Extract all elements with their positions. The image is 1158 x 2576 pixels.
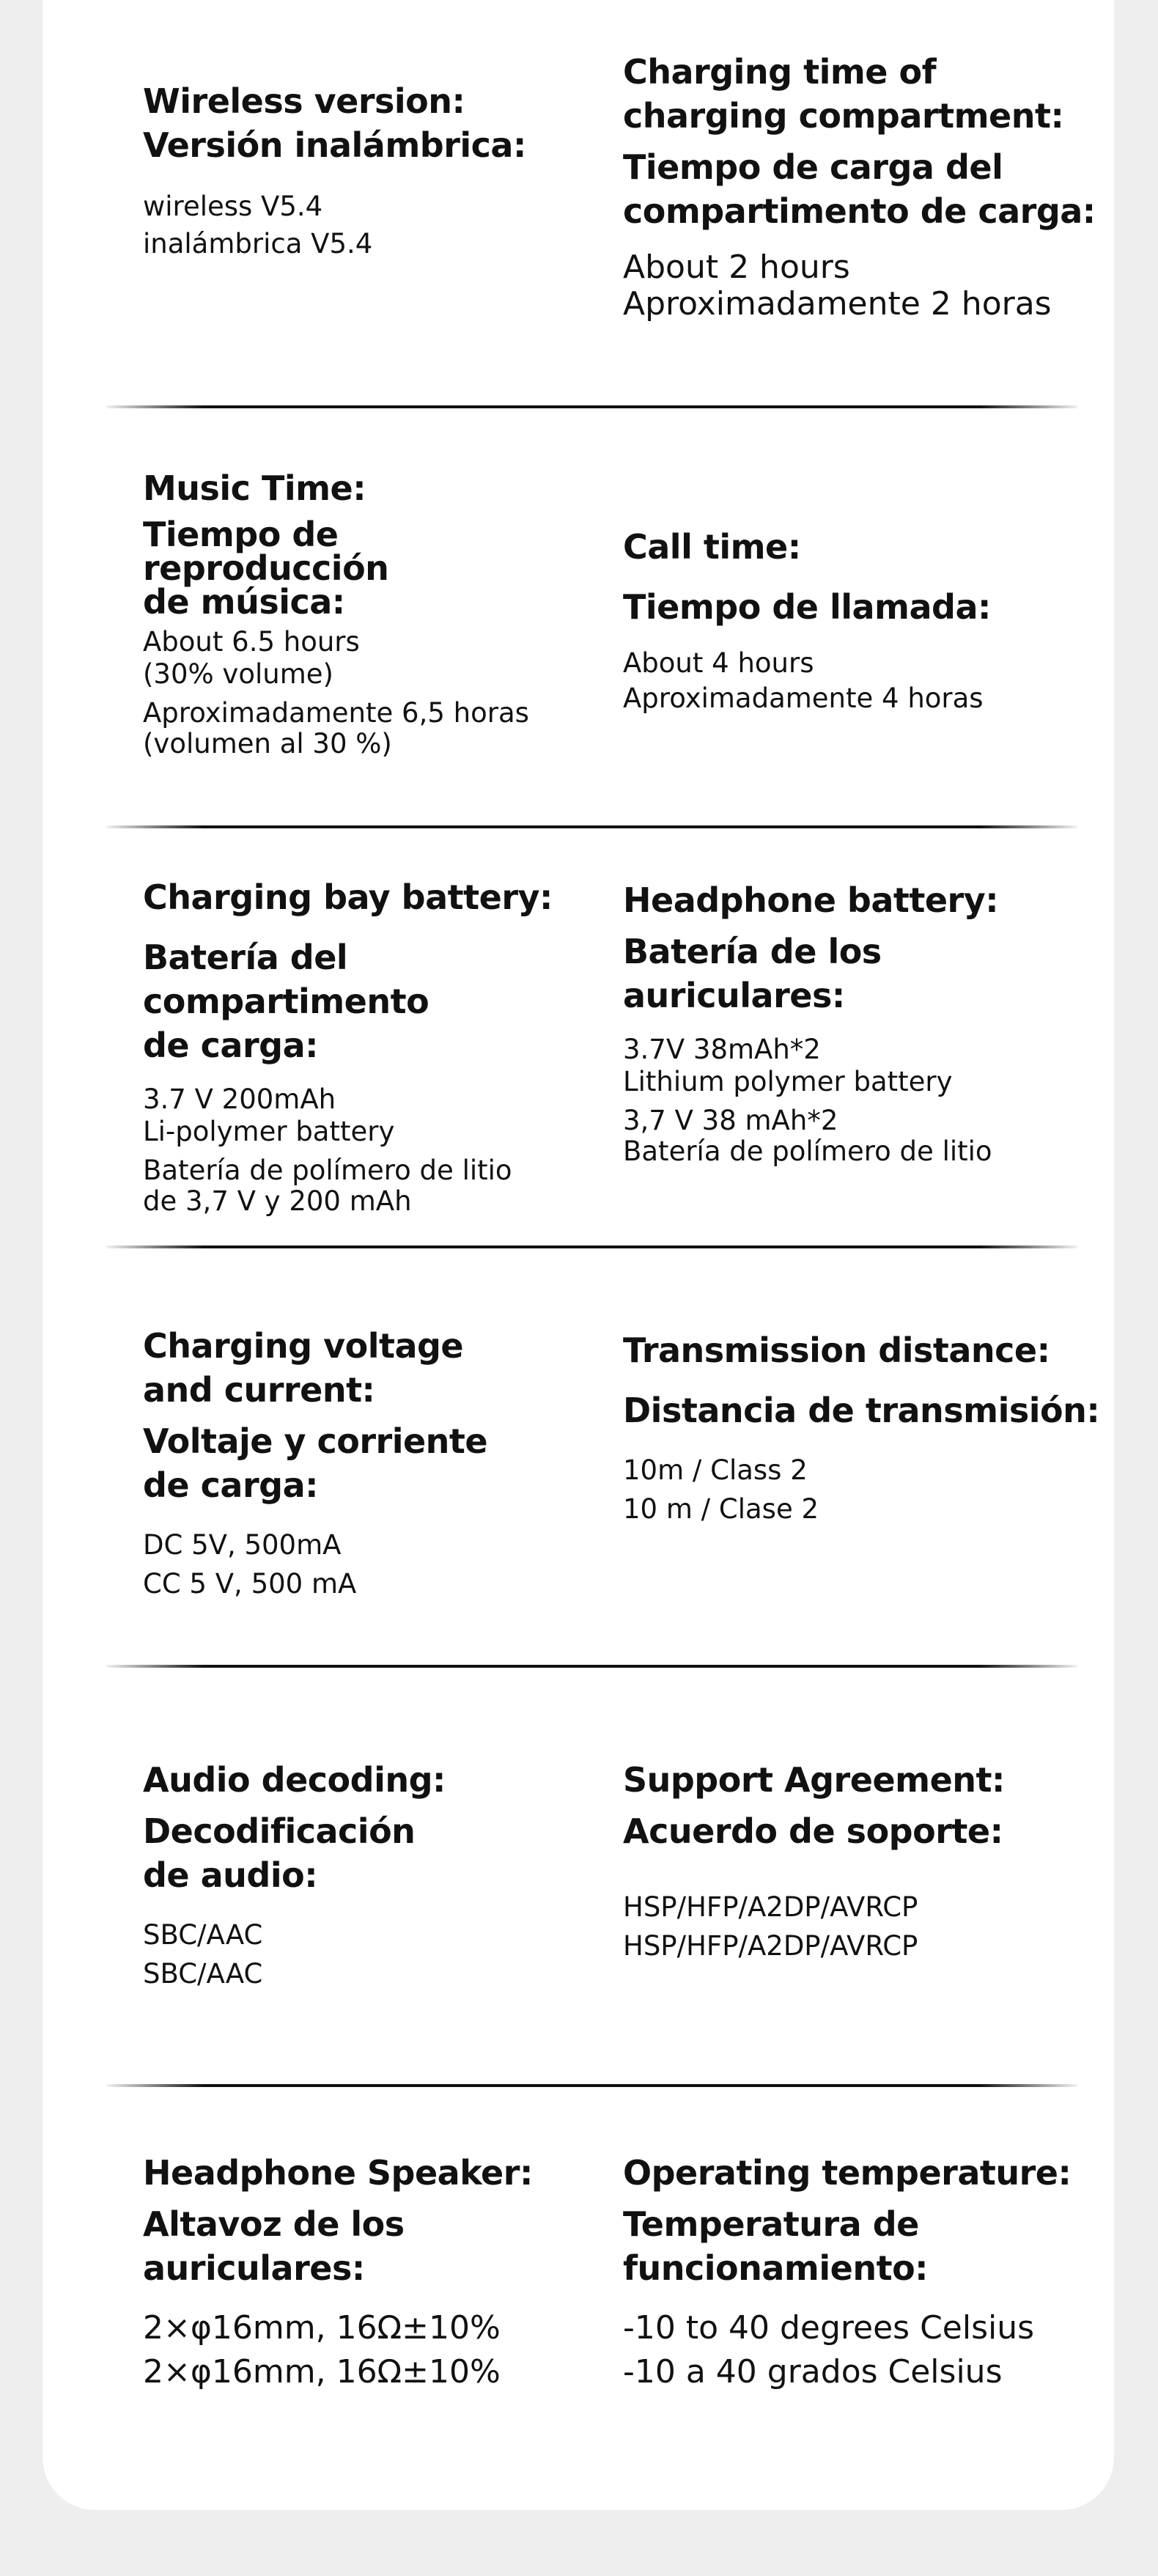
specs-card bbox=[43, 0, 1114, 2510]
row-divider bbox=[106, 2084, 1077, 2087]
spec-value-en: About 2 hours bbox=[623, 249, 850, 286]
spec-value-es: Batería de polímero de litio de 3,7 V y 200 mAh bbox=[143, 1155, 512, 1217]
spec-label-es: Acuerdo de soporte: bbox=[623, 1811, 1003, 1851]
spec-label-en: Headphone battery: bbox=[623, 880, 999, 920]
spec-value-en: About 4 hours bbox=[623, 647, 814, 679]
spec-label-en: Wireless version: bbox=[143, 81, 465, 121]
spec-value-en: HSP/HFP/A2DP/AVRCP bbox=[623, 1891, 918, 1923]
spec-label-en: Transmission distance: bbox=[623, 1331, 1050, 1370]
spec-value-es: Aproximadamente 2 horas bbox=[623, 285, 1052, 323]
spec-label-es: Distancia de transmisión: bbox=[623, 1391, 1100, 1430]
spec-value-es: 2×φ16mm, 16Ω±10% bbox=[143, 2353, 501, 2391]
spec-headphone-speaker bbox=[143, 2151, 575, 2394]
spec-label-es: Tiempo de llamada: bbox=[623, 587, 991, 627]
spec-wireless-version bbox=[143, 79, 575, 262]
spec-label-es: Voltaje y corriente de carga: bbox=[143, 1421, 488, 1505]
spec-label-es: Tiempo de reproducción de música: bbox=[143, 515, 389, 622]
spec-value-es: -10 a 40 grados Celsius bbox=[623, 2353, 1003, 2391]
spec-value-en: 2×φ16mm, 16Ω±10% bbox=[143, 2309, 501, 2347]
spec-headphone-battery bbox=[623, 878, 1129, 1167]
spec-label-en: Charging time of charging compartment: bbox=[623, 52, 1064, 136]
spec-label-es: Versión inalámbrica: bbox=[143, 125, 526, 165]
spec-value-es: Aproximadamente 6,5 horas (volumen al 30 %) bbox=[143, 697, 529, 759]
spec-audio-decoding bbox=[143, 1758, 575, 1991]
spec-value-es: Aproximadamente 4 horas bbox=[623, 682, 984, 714]
spec-label-en: Support Agreement: bbox=[623, 1760, 1005, 1800]
spec-value-es: SBC/AAC bbox=[143, 1958, 263, 1990]
spec-operating-temperature bbox=[623, 2151, 1129, 2394]
spec-label-en: Call time: bbox=[623, 527, 801, 567]
spec-value-en: 3.7 V 200mAh Li-polymer battery bbox=[143, 1083, 395, 1147]
spec-value-es: CC 5 V, 500 mA bbox=[143, 1568, 357, 1600]
spec-label-en: Headphone Speaker: bbox=[143, 2153, 533, 2193]
row-divider bbox=[106, 825, 1077, 828]
spec-value-es: HSP/HFP/A2DP/AVRCP bbox=[623, 1930, 918, 1962]
spec-label-es: Altavoz de los auriculares: bbox=[143, 2204, 405, 2288]
spec-value-es: 3,7 V 38 mAh*2 Batería de polímero de litio bbox=[623, 1105, 992, 1167]
spec-value-en: 10m / Class 2 bbox=[623, 1454, 808, 1486]
spec-label-en: Charging voltage and current: bbox=[143, 1326, 464, 1410]
row-divider bbox=[106, 1665, 1077, 1668]
spec-charging-bay-battery bbox=[143, 875, 575, 1217]
row-divider bbox=[106, 1245, 1077, 1248]
spec-value-en: DC 5V, 500mA bbox=[143, 1529, 342, 1561]
spec-value-es: inalámbrica V5.4 bbox=[143, 228, 373, 260]
spec-label-es: Decodificación de audio: bbox=[143, 1811, 416, 1895]
spec-label-es: Temperatura de funcionamiento: bbox=[623, 2204, 929, 2288]
spec-value-en: 3.7V 38mAh*2 Lithium polymer battery bbox=[623, 1034, 953, 1097]
spec-label-es: Batería de los auriculares: bbox=[623, 932, 882, 1015]
spec-label-es: Tiempo de carga del compartimento de carga: bbox=[623, 147, 1096, 231]
spec-label-es: Batería del compartimento de carga: bbox=[143, 938, 429, 1065]
spec-charging-time bbox=[623, 50, 1129, 323]
spec-value-en: About 6.5 hours (30% volume) bbox=[143, 626, 360, 690]
row-divider bbox=[106, 405, 1077, 408]
spec-call-time bbox=[623, 525, 1129, 715]
spec-value-en: -10 to 40 degrees Celsius bbox=[623, 2309, 1035, 2347]
spec-label-en: Operating temperature: bbox=[623, 2153, 1072, 2193]
spec-support-agreement bbox=[623, 1758, 1129, 1963]
spec-charging-voltage bbox=[143, 1324, 575, 1601]
spec-value-en: SBC/AAC bbox=[143, 1919, 263, 1951]
spec-label-en: Music Time: bbox=[143, 468, 366, 508]
spec-transmission-distance bbox=[623, 1328, 1129, 1526]
spec-music-time bbox=[143, 466, 575, 759]
spec-label-en: Audio decoding: bbox=[143, 1760, 446, 1800]
spec-value-en: wireless V5.4 bbox=[143, 191, 323, 222]
spec-value-es: 10 m / Clase 2 bbox=[623, 1493, 819, 1525]
spec-label-en: Charging bay battery: bbox=[143, 877, 553, 917]
